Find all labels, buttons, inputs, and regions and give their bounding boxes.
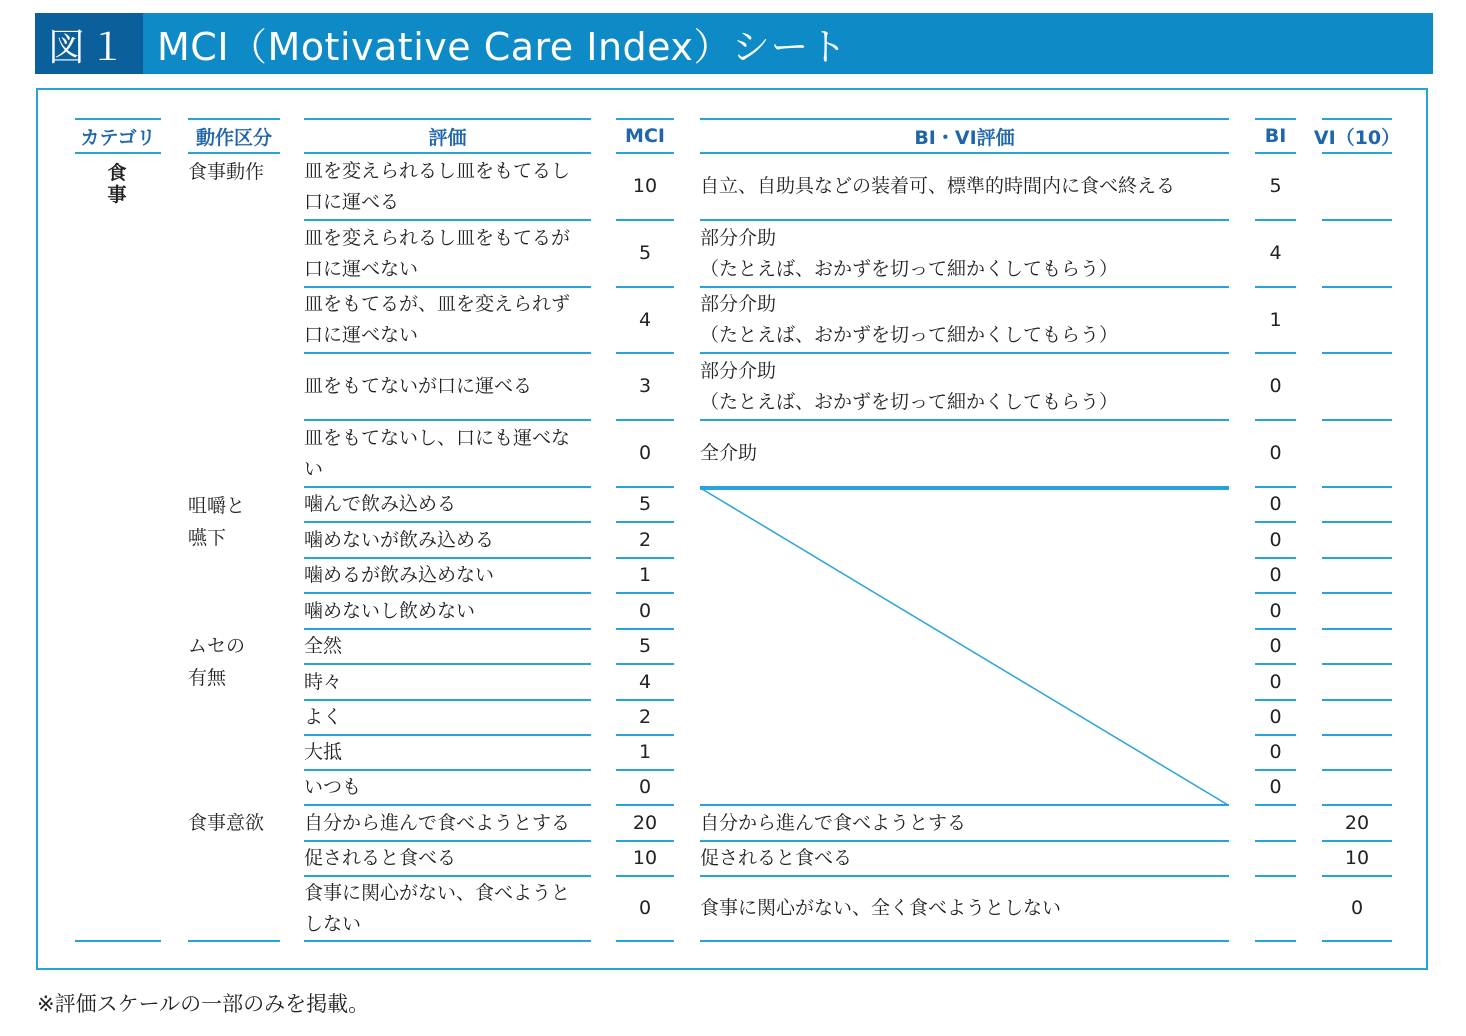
table-row-mci: 5: [616, 630, 674, 665]
header-eval: 評価: [304, 118, 591, 154]
table-row-mci: 10: [616, 842, 674, 877]
action-bottom-rule: [188, 940, 280, 942]
table-row-mci: 1: [616, 736, 674, 771]
table-row-mci: 0: [616, 594, 674, 630]
table-row-mci: 20: [616, 806, 674, 842]
group-label-choking: ムセの 有無: [188, 635, 246, 689]
header-vi: VI（10）: [1322, 118, 1392, 154]
table-row-vi: 20: [1322, 806, 1392, 842]
table-row-bi: [1255, 806, 1296, 842]
table-row-bi: [1255, 877, 1296, 942]
table-row-mci: 4: [616, 288, 674, 354]
table-row-eval: よく: [304, 701, 591, 736]
table-row-vi: [1322, 736, 1392, 771]
table-row-bi: 0: [1255, 594, 1296, 630]
table-row-vi: [1322, 701, 1392, 736]
table-row-bi: 0: [1255, 354, 1296, 421]
table-row-mci: 1: [616, 559, 674, 594]
table-row-bi: 0: [1255, 559, 1296, 594]
table-row-bi: 0: [1255, 421, 1296, 488]
table-row-eval: 皿をもてないし、口にも運べな い: [304, 421, 591, 488]
table-row-eval: いつも: [304, 771, 591, 806]
table-row-eval: 噛んで飲み込める: [304, 488, 591, 523]
table-row-bivi: 食事に関心がない、全く食べようとしない: [700, 877, 1229, 942]
table-row-vi: [1322, 221, 1392, 288]
table-row-mci: 10: [616, 154, 674, 221]
table-row-mci: 2: [616, 701, 674, 736]
header-action: 動作区分: [188, 118, 280, 154]
table-row-bivi: 部分介助 （たとえば、おかずを切って細かくしてもらう）: [700, 354, 1229, 421]
table-row-eval: 噛めるが飲み込めない: [304, 559, 591, 594]
footnote: ※評価スケールの一部のみを掲載。: [37, 992, 370, 1016]
group-label-appetite: 食事意欲: [188, 812, 265, 834]
category-label: 食 事: [107, 162, 127, 206]
table-row-bi: 1: [1255, 288, 1296, 354]
table-row-eval: 全然: [304, 630, 591, 665]
table-row-mci: 3: [616, 354, 674, 421]
table-row-mci: 4: [616, 665, 674, 701]
header-category: カテゴリ: [75, 118, 161, 154]
table-row-eval: 皿を変えられるし皿をもてるが 口に運べない: [304, 221, 591, 288]
table-row-eval: 大抵: [304, 736, 591, 771]
table-row-bivi: 部分介助 （たとえば、おかずを切って細かくしてもらう）: [700, 288, 1229, 354]
table-row-bi: 0: [1255, 736, 1296, 771]
bivi-merged-na-cell: [700, 488, 1229, 806]
table-row-vi: 10: [1322, 842, 1392, 877]
table-row-bivi: 自分から進んで食べようとする: [700, 806, 1229, 842]
table-row-eval: 噛めないし飲めない: [304, 594, 591, 630]
table-row-vi: [1322, 630, 1392, 665]
table-row-vi: [1322, 559, 1392, 594]
table-row-bivi: 自立、自助具などの装着可、標準的時間内に食べ終える: [700, 154, 1229, 221]
group-label-eating-action: 食事動作: [188, 161, 265, 183]
table-row-eval: 促されると食べる: [304, 842, 591, 877]
table-row-vi: [1322, 523, 1392, 559]
table-row-vi: 0: [1322, 877, 1392, 942]
group-label-chewing-swallowing: 咀嚼と 嚥下: [188, 495, 246, 549]
table-row-mci: 5: [616, 488, 674, 523]
table-row-eval: 時々: [304, 665, 591, 701]
table-row-mci: 2: [616, 523, 674, 559]
table-row-vi: [1322, 288, 1392, 354]
table-row-vi: [1322, 354, 1392, 421]
table-row-eval: 食事に関心がない、食べようと しない: [304, 877, 591, 942]
table-row-vi: [1322, 488, 1392, 523]
table-row-eval: 皿をもてるが、皿を変えられず 口に運べない: [304, 288, 591, 354]
table-row-bi: [1255, 842, 1296, 877]
table-row-mci: 0: [616, 421, 674, 488]
table-row-mci: 0: [616, 877, 674, 942]
table-row-bi: 0: [1255, 665, 1296, 701]
table-row-eval: 皿をもてないが口に運べる: [304, 354, 591, 421]
table-row-eval: 噛めないが飲み込める: [304, 523, 591, 559]
table-row-bi: 4: [1255, 221, 1296, 288]
table-row-bi: 0: [1255, 523, 1296, 559]
table-row-bi: 0: [1255, 701, 1296, 736]
figure-title: MCI（Motivative Care Index）シート: [157, 25, 848, 69]
header-bivi: BI・VI評価: [700, 118, 1229, 154]
table-row-vi: [1322, 771, 1392, 806]
table-row-bivi: 部分介助 （たとえば、おかずを切って細かくしてもらう）: [700, 221, 1229, 288]
table-row-vi: [1322, 421, 1392, 488]
table-row-bi: 0: [1255, 488, 1296, 523]
table-row-vi: [1322, 154, 1392, 221]
table-row-eval: 自分から進んで食べようとする: [304, 806, 591, 842]
table-row-bi: 5: [1255, 154, 1296, 221]
category-bottom-rule: [75, 940, 161, 942]
table-row-vi: [1322, 594, 1392, 630]
table-row-mci: 0: [616, 771, 674, 806]
table-row-vi: [1322, 665, 1392, 701]
header-mci: MCI: [616, 118, 674, 154]
header-bi: BI: [1255, 118, 1296, 154]
figure-title-bar: [35, 13, 1433, 74]
table-row-bi: 0: [1255, 630, 1296, 665]
table-row-eval: 皿を変えられるし皿をもてるし 口に運べる: [304, 154, 591, 221]
table-row-bivi: 全介助: [700, 421, 1229, 488]
table-row-mci: 5: [616, 221, 674, 288]
table-row-bi: 0: [1255, 771, 1296, 806]
table-row-bivi: 促されると食べる: [700, 842, 1229, 877]
figure-label: 図１: [35, 13, 143, 74]
